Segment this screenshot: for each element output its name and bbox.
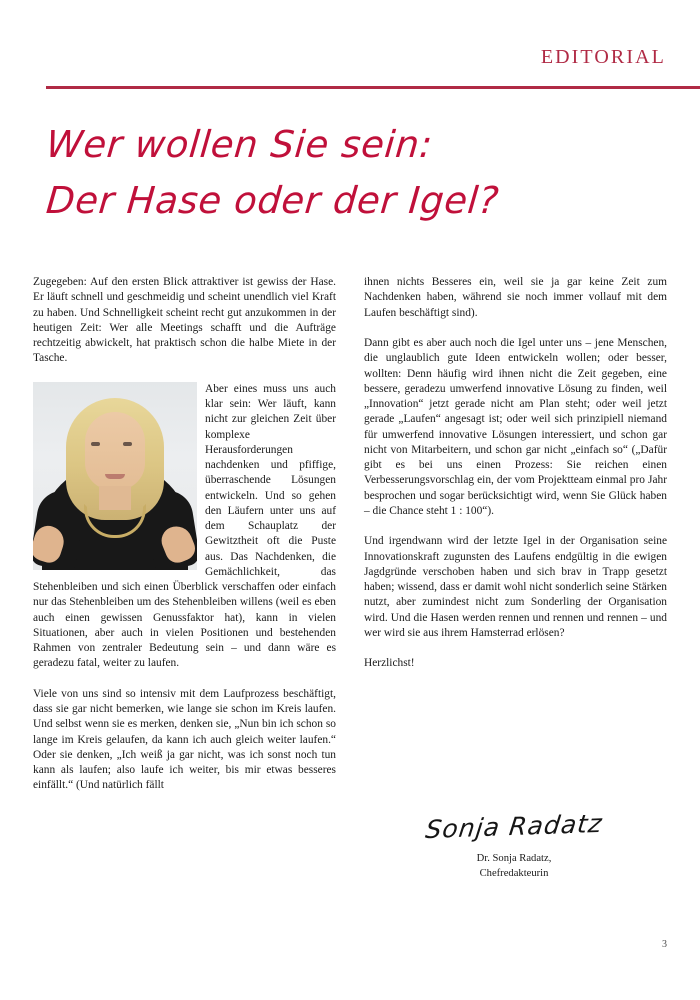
paragraph: Und irgendwann wird der letzte Igel in der Organisation seine Innovationskraft zugunsten des Laufens endgültig in die ewigen Jagdgründe verschoben haben und sich brav in Trapp gesetzt haben; wissend, dass er damit wohl nicht sonderlich seine Stärken nutzt, aber zumindest nicht zum Sonderling der Organisation wird. Und die Hasen werden rennen und rennen und rennen – und wer wird sie aus ihrem Hamsterrad erlösen? (364, 535, 667, 639)
masthead (0, 0, 700, 96)
headline-line-2: Der Hase oder der Igel? (44, 179, 501, 222)
headline-line-1: Wer wollen Sie sein: (44, 123, 435, 166)
portrait-eye-right (123, 442, 132, 446)
paragraph-with-portrait (33, 382, 336, 672)
paragraph-text: Aber eines muss uns auch klar sein: Wer läuft, kann nicht zur gleichen Zeit über komplexe Herausforderungen nachdenken und pfiffige, überraschende Lösungen entwickeln. Und so gehen den Läufern unter uns auf dem Schauplatz der Gewitztheit oft die Puste aus. Das Nachdenken, die Gemächlichkeit, das Stehenbleiben und sich einen Überblick verschaffen oder einfach nur das Stehenbleiben um des Stehenbleiben willens (weil es eben auch einen gewissen Genussfaktor hat), kann in vielen Situationen, aber auch in vielen Positionen und bestehenden Rahmen von zentraler Bedeutung sein – und dann wäre es geradezu fatal, weiter zu laufen. (33, 382, 336, 670)
paragraph: Viele von uns sind so intensiv mit dem Laufprozess beschäftigt, dass sie gar nicht bemerken, wie lange sie schon im Kreis laufen. Und selbst wenn sie es merken, denken sie, „Nun bin ich schon so lange im Kreis gelaufen, da kann ich auch gleich weiter laufen.“ Oder sie denken, „Ich weiß ja gar nicht, was ich sonst noch tun kann als laufen; also laufe ich weiter, bis mir etwas besseres einfällt.“ (Und natürlich fällt (33, 687, 336, 792)
author-role: Chefredakteurin (479, 867, 549, 879)
masthead-rule (46, 86, 700, 89)
signoff-block (364, 810, 664, 881)
paragraph: Dann gibt es aber auch noch die Igel unter uns – jene Menschen, die unglaublich gute Ideen entwickeln wollen; oder besser, wollten: Denn häufig wird ihnen nicht die Zeit gegeben, eine bessere, geradezu umwerfend innovative Lösung zu finden, weil „Innovation“ jetzt gerade nicht am Plan steht; oder weil jetzt gerade „Laufen“ angesagt ist; oder weil sich prinzipiell niemand für umwerfend innovative Lösungen interessiert, und schon gar nicht von Mitarbeitern, und schon gar nicht „einfach so“ („Dafür gibt es bei uns einen Prozess: Sie reichen einen Verbesserungsvorschlag ein, der vom Projektteam einmal pro Jahr besprochen und sogar berücksichtigt wird, wenn Sie Glück haben – die Chance steht 1 : 100“). (364, 337, 667, 517)
portrait-mouth (105, 474, 125, 479)
byline (364, 852, 664, 881)
left-column (33, 275, 336, 935)
author-portrait-photo (33, 382, 197, 570)
page-title (44, 118, 604, 228)
closing-salutation: Herzlichst! (364, 657, 415, 670)
paragraph: Zugegeben: Auf den ersten Blick attraktiver ist gewiss der Hase. Er läuft schnell und geschmeidig und scheint unendlich viel Kraft zu haben. Und Schnelligkeit scheint recht gut anzukommen in der heutigen Zeit: Wer alle Meetings schafft und die Aufträge rechtzeitig abwickelt, hat praktisch schon die halbe Miete in der Tasche. (33, 276, 336, 365)
section-label: EDITORIAL (540, 46, 666, 68)
page-number: 3 (662, 939, 667, 950)
portrait-eye-left (91, 442, 100, 446)
author-name: Dr. Sonja Radatz, (476, 853, 552, 864)
handwritten-signature: Sonja Radatz (423, 808, 605, 845)
paragraph: ihnen nichts Besseres ein, weil sie ja gar keine Zeit zum Nachdenken haben, während sie noch immer vollauf mit dem Laufen beschäftigt sind). (364, 276, 667, 319)
